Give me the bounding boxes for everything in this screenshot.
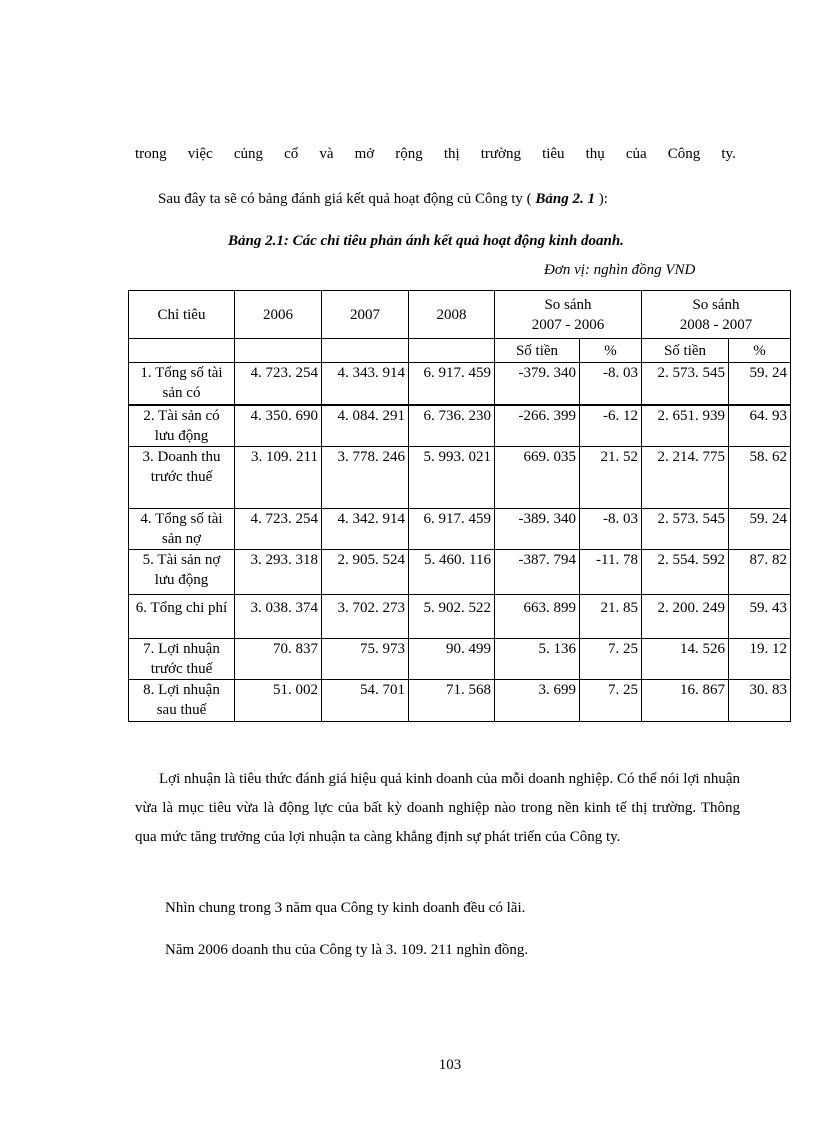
pct-2008-2007: 59. 24 <box>729 363 791 405</box>
table-row <box>129 508 791 549</box>
value-2007: 3. 778. 246 <box>322 446 409 508</box>
row-label: 1. Tổng số tài sản có <box>129 363 235 405</box>
pct-2007-2006: 21. 85 <box>580 594 642 638</box>
pct-2008-2007: 64. 93 <box>729 405 791 447</box>
row-label: 4. Tổng số tài sản nợ <box>129 508 235 549</box>
value-2006: 70. 837 <box>235 638 322 679</box>
table-row <box>129 679 791 721</box>
value-2007: 75. 973 <box>322 638 409 679</box>
table-row <box>129 638 791 679</box>
intro-word: thị <box>443 146 460 162</box>
diff-2008-2007: 2. 554. 592 <box>642 549 729 594</box>
header-amount: Số tiền <box>642 339 729 363</box>
table-row <box>129 446 791 508</box>
diff-2007-2006: -266. 399 <box>495 405 580 447</box>
diff-2007-2006: 5. 136 <box>495 638 580 679</box>
pct-2008-2007: 30. 83 <box>729 679 791 721</box>
intro-word: trong <box>135 146 167 162</box>
value-2008: 5. 993. 021 <box>409 446 495 508</box>
pct-2007-2006: 7. 25 <box>580 679 642 721</box>
header-percent: % <box>729 339 791 363</box>
diff-2008-2007: 2. 200. 249 <box>642 594 729 638</box>
diff-2008-2007: 14. 526 <box>642 638 729 679</box>
intro-word: và <box>319 146 334 162</box>
diff-2007-2006: 669. 035 <box>495 446 580 508</box>
header-2007: 2007 <box>322 291 409 339</box>
compare-title: So sánh <box>544 296 592 313</box>
intro-word: củng <box>233 146 263 162</box>
header-indicator: Chỉ tiêu <box>129 291 235 339</box>
intro-word: tiêu <box>542 146 565 162</box>
paragraph-profit <box>135 765 740 852</box>
lead-sentence <box>158 191 608 208</box>
value-2007: 2. 905. 524 <box>322 549 409 594</box>
header-empty-cell <box>409 339 495 363</box>
value-2008: 71. 568 <box>409 679 495 721</box>
pct-2007-2006: 21. 52 <box>580 446 642 508</box>
table-caption: Bảng 2.1: Các chỉ tiêu phản ánh kết quả hoạt động kinh doanh. <box>228 233 624 249</box>
header-2006: 2006 <box>235 291 322 339</box>
table-row <box>129 594 791 638</box>
lead-text: Sau đây ta sẽ có bảng đánh giá kết quả hoạt động củ Công ty ( <box>158 191 536 207</box>
intro-word: ty. <box>721 146 736 162</box>
diff-2007-2006: -387. 794 <box>495 549 580 594</box>
row-label: 7. Lợi nhuận trước thuế <box>129 638 235 679</box>
pct-2008-2007: 87. 82 <box>729 549 791 594</box>
header-compare-2008-2007 <box>642 291 791 339</box>
intro-word: việc <box>187 146 213 162</box>
diff-2007-2006: -379. 340 <box>495 363 580 405</box>
value-2007: 4. 084. 291 <box>322 405 409 447</box>
value-2006: 3. 293. 318 <box>235 549 322 594</box>
paragraph-revenue: Năm 2006 doanh thu của Công ty là 3. 109. 211 nghìn đồng. <box>165 942 529 958</box>
value-2008: 6. 917. 459 <box>409 363 495 405</box>
compare-title: So sánh <box>692 296 740 313</box>
diff-2007-2006: 663. 899 <box>495 594 580 638</box>
header-2008: 2008 <box>409 291 495 339</box>
pct-2008-2007: 59. 24 <box>729 508 791 549</box>
intro-line <box>135 146 736 163</box>
diff-2007-2006: -389. 340 <box>495 508 580 549</box>
intro-word: của <box>625 146 647 162</box>
diff-2008-2007: 16. 867 <box>642 679 729 721</box>
row-label: 8. Lợi nhuận sau thuế <box>129 679 235 721</box>
intro-word: rộng <box>395 146 423 162</box>
table-row <box>129 549 791 594</box>
pct-2007-2006: -8. 03 <box>580 508 642 549</box>
paragraph-overall: Nhìn chung trong 3 năm qua Công ty kinh doanh đều có lãi. <box>165 900 526 916</box>
header-empty-cell <box>322 339 409 363</box>
diff-2008-2007: 2. 214. 775 <box>642 446 729 508</box>
pct-2008-2007: 59. 43 <box>729 594 791 638</box>
intro-word: cố <box>284 146 299 162</box>
intro-word: mở <box>354 146 375 162</box>
value-2008: 5. 460. 116 <box>409 549 495 594</box>
paragraph-profit-text: Lợi nhuận là tiêu thức đánh giá hiệu quả kinh doanh của mỗi doanh nghiệp. Có thể nói lợi nhuận vừa là mục tiêu vừa là động lực của bất kỳ doanh nghiệp nào trong nền kinh tế thị trường. Thông qua mức tăng trưởng của lợi nhuận ta càng khẳng định sự phát triển của Công ty. <box>135 771 740 845</box>
intro-word: trường <box>480 146 521 162</box>
value-2006: 3. 038. 374 <box>235 594 322 638</box>
value-2008: 90. 499 <box>409 638 495 679</box>
unit-note: Đơn vị: nghìn đồng VND <box>544 262 696 278</box>
diff-2008-2007: 2. 651. 939 <box>642 405 729 447</box>
header-amount: Số tiền <box>495 339 580 363</box>
intro-word: Công <box>667 146 701 162</box>
value-2008: 6. 917. 459 <box>409 508 495 549</box>
table-row <box>129 363 791 405</box>
compare-range: 2007 - 2006 <box>531 316 605 333</box>
pct-2008-2007: 19. 12 <box>729 638 791 679</box>
value-2007: 54. 701 <box>322 679 409 721</box>
diff-2008-2007: 2. 573. 545 <box>642 508 729 549</box>
value-2007: 4. 343. 914 <box>322 363 409 405</box>
results-table <box>128 290 791 722</box>
value-2006: 4. 723. 254 <box>235 508 322 549</box>
lead-text-end: ): <box>595 191 608 207</box>
row-label: 5. Tài sản nợ lưu động <box>129 549 235 594</box>
table-reference: Bảng 2. 1 <box>535 191 596 207</box>
value-2006: 4. 723. 254 <box>235 363 322 405</box>
table-row <box>129 405 791 447</box>
pct-2007-2006: 7. 25 <box>580 638 642 679</box>
intro-word: thụ <box>585 146 605 162</box>
row-label: 3. Doanh thu trước thuế <box>129 446 235 508</box>
page-number: 103 <box>438 1057 462 1073</box>
diff-2008-2007: 2. 573. 545 <box>642 363 729 405</box>
header-percent: % <box>580 339 642 363</box>
compare-range: 2008 - 2007 <box>679 316 753 333</box>
value-2008: 6. 736. 230 <box>409 405 495 447</box>
value-2007: 4. 342. 914 <box>322 508 409 549</box>
pct-2007-2006: -11. 78 <box>580 549 642 594</box>
pct-2007-2006: -6. 12 <box>580 405 642 447</box>
header-empty-cell <box>235 339 322 363</box>
pct-2007-2006: -8. 03 <box>580 363 642 405</box>
pct-2008-2007: 58. 62 <box>729 446 791 508</box>
diff-2007-2006: 3. 699 <box>495 679 580 721</box>
value-2007: 3. 702. 273 <box>322 594 409 638</box>
row-label: 6. Tổng chi phí <box>129 594 235 638</box>
value-2006: 51. 002 <box>235 679 322 721</box>
row-label: 2. Tài sản có lưu động <box>129 405 235 447</box>
header-empty-cell <box>129 339 235 363</box>
value-2006: 4. 350. 690 <box>235 405 322 447</box>
value-2006: 3. 109. 211 <box>235 446 322 508</box>
header-compare-2007-2006 <box>495 291 642 339</box>
value-2008: 5. 902. 522 <box>409 594 495 638</box>
